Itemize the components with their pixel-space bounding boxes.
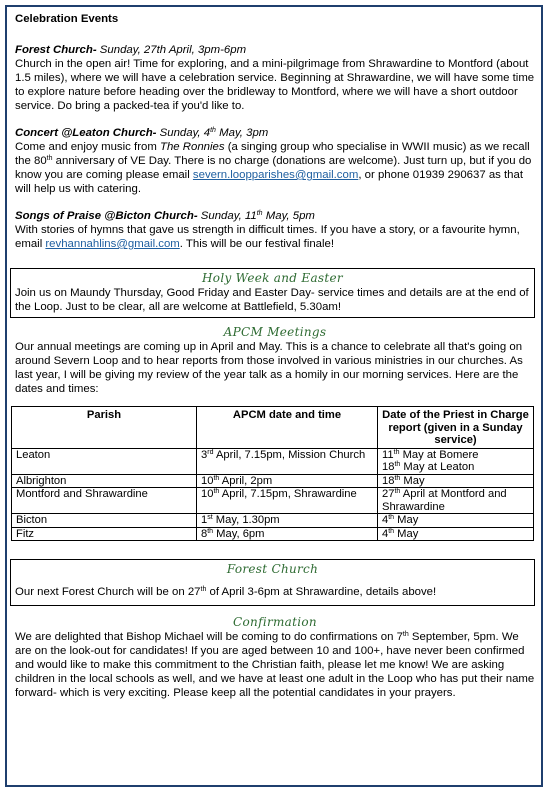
forest-church-box	[10, 559, 535, 606]
apcm-table	[11, 406, 534, 541]
confirmation-section	[15, 614, 535, 700]
holy-week-box	[10, 268, 535, 318]
holy-week-body: Join us on Maundy Thursday, Good Friday and Easter Day- service times and details are at the end of the Loop. Just to be clear, all are welcome at Battlefield, 5.30am!	[15, 287, 529, 313]
confirmation-body: We are delighted that Bishop Michael will be coming to do confirmations on 7th September, 5pm. We are on the look-out for candidates! If you are aged between 10 and 100+, have never been confirmed and would like to make this commitment to the Christian faith, please let me know! We are asking children in the local schools as well, and we have at least one adult in the Loop who has put their name forward- which is very exciting. Please keep all the potential candidates in your prayers.	[15, 631, 535, 699]
table-header-row	[12, 407, 534, 449]
table-cell-report: 27th April at Montford and Shrawardine	[378, 488, 534, 514]
email-link[interactable]: severn.loopparishes@gmail.com	[192, 169, 359, 181]
apcm-body: Our annual meetings are coming up in April and May. This is a chance to celebrate all that's going on around Severn Loop and to hear reports from those involved in various ministries in our churches. As last year, I will be giving my review of the year talk as a homily in our morning services. Here are the dates and times:	[15, 341, 523, 395]
table-cell-report: 4th May	[378, 514, 534, 528]
table-cell-report: 4th May	[378, 527, 534, 541]
forest-church-body: Our next Forest Church will be on 27th of April 3-6pm at Shrawardine, details above!	[15, 586, 437, 598]
event-title: Forest Church-	[15, 44, 97, 56]
table-cell-apcm: 10th April, 7.15pm, Shrawardine	[197, 488, 378, 514]
table-row	[12, 448, 534, 474]
event-body: Church in the open air! Time for exploring, and a mini-pilgrimage from Shrawardine to Montford (about 1.5 miles), where we will have a celebration service. Beginning at Shrawardine, we will have some time to explore nature before heading over the bridleway to Montford, where we will have a short outdoor service. Do bring a packed-tea if you'd like to.	[15, 58, 535, 112]
forest-church-title: Forest Church	[226, 562, 319, 576]
event-forest-church	[15, 43, 535, 113]
event-title: Songs of Praise @Bicton Church-	[15, 210, 198, 222]
event-title: Concert @Leaton Church-	[15, 127, 157, 139]
table-row	[12, 474, 534, 488]
confirmation-title: Confirmation	[233, 615, 317, 629]
table-cell-parish: Bicton	[12, 514, 197, 528]
apcm-title: APCM Meetings	[223, 325, 327, 339]
email-link[interactable]: revhannahlins@gmail.com	[45, 238, 180, 250]
apcm-section	[15, 324, 535, 541]
newsletter-content	[15, 12, 535, 700]
event-when: Sunday, 4th May, 3pm	[156, 127, 269, 139]
table-row	[12, 527, 534, 541]
table-header: Date of the Priest in Charge report (given in a Sunday service)	[378, 407, 534, 449]
table-cell-parish: Montford and Shrawardine	[12, 488, 197, 514]
table-cell-apcm: 8th May, 6pm	[197, 527, 378, 541]
table-cell-report: 18th May	[378, 474, 534, 488]
holy-week-title: Holy Week and Easter	[202, 271, 343, 285]
event-concert	[15, 126, 535, 196]
table-row	[12, 514, 534, 528]
table-header: APCM date and time	[197, 407, 378, 449]
event-body: Come and enjoy music from The Ronnies (a singing group who specialise in WWII music) as we recall the 80th anniversary of VE Day. There is no charge (donations are welcome). Just turn up, but if you do know you are coming please email severn.loopparishes@gmail.com, or phone 01939 290637 as that will help us with catering.	[15, 141, 532, 195]
table-cell-parish: Albrighton	[12, 474, 197, 488]
event-songs-of-praise	[15, 209, 535, 251]
table-header: Parish	[12, 407, 197, 449]
table-cell-apcm: 3rd April, 7.15pm, Mission Church	[197, 448, 378, 474]
section-heading: Celebration Events	[15, 13, 119, 25]
event-when: Sunday, 11th May, 5pm	[197, 210, 315, 222]
table-cell-report: 11th May at Bomere 18th May at Leaton	[378, 448, 534, 474]
table-cell-apcm: 10th April, 2pm	[197, 474, 378, 488]
table-row	[12, 488, 534, 514]
table-cell-parish: Leaton	[12, 448, 197, 474]
event-body: With stories of hymns that gave us strength in difficult times. If you have a story, or a favourite hymn, email revhannahlins@gmail.com. This will be our festival finale!	[15, 224, 520, 250]
table-cell-parish: Fitz	[12, 527, 197, 541]
table-cell-apcm: 1st May, 1.30pm	[197, 514, 378, 528]
event-when: Sunday, 27th April, 3pm-6pm	[96, 44, 247, 56]
